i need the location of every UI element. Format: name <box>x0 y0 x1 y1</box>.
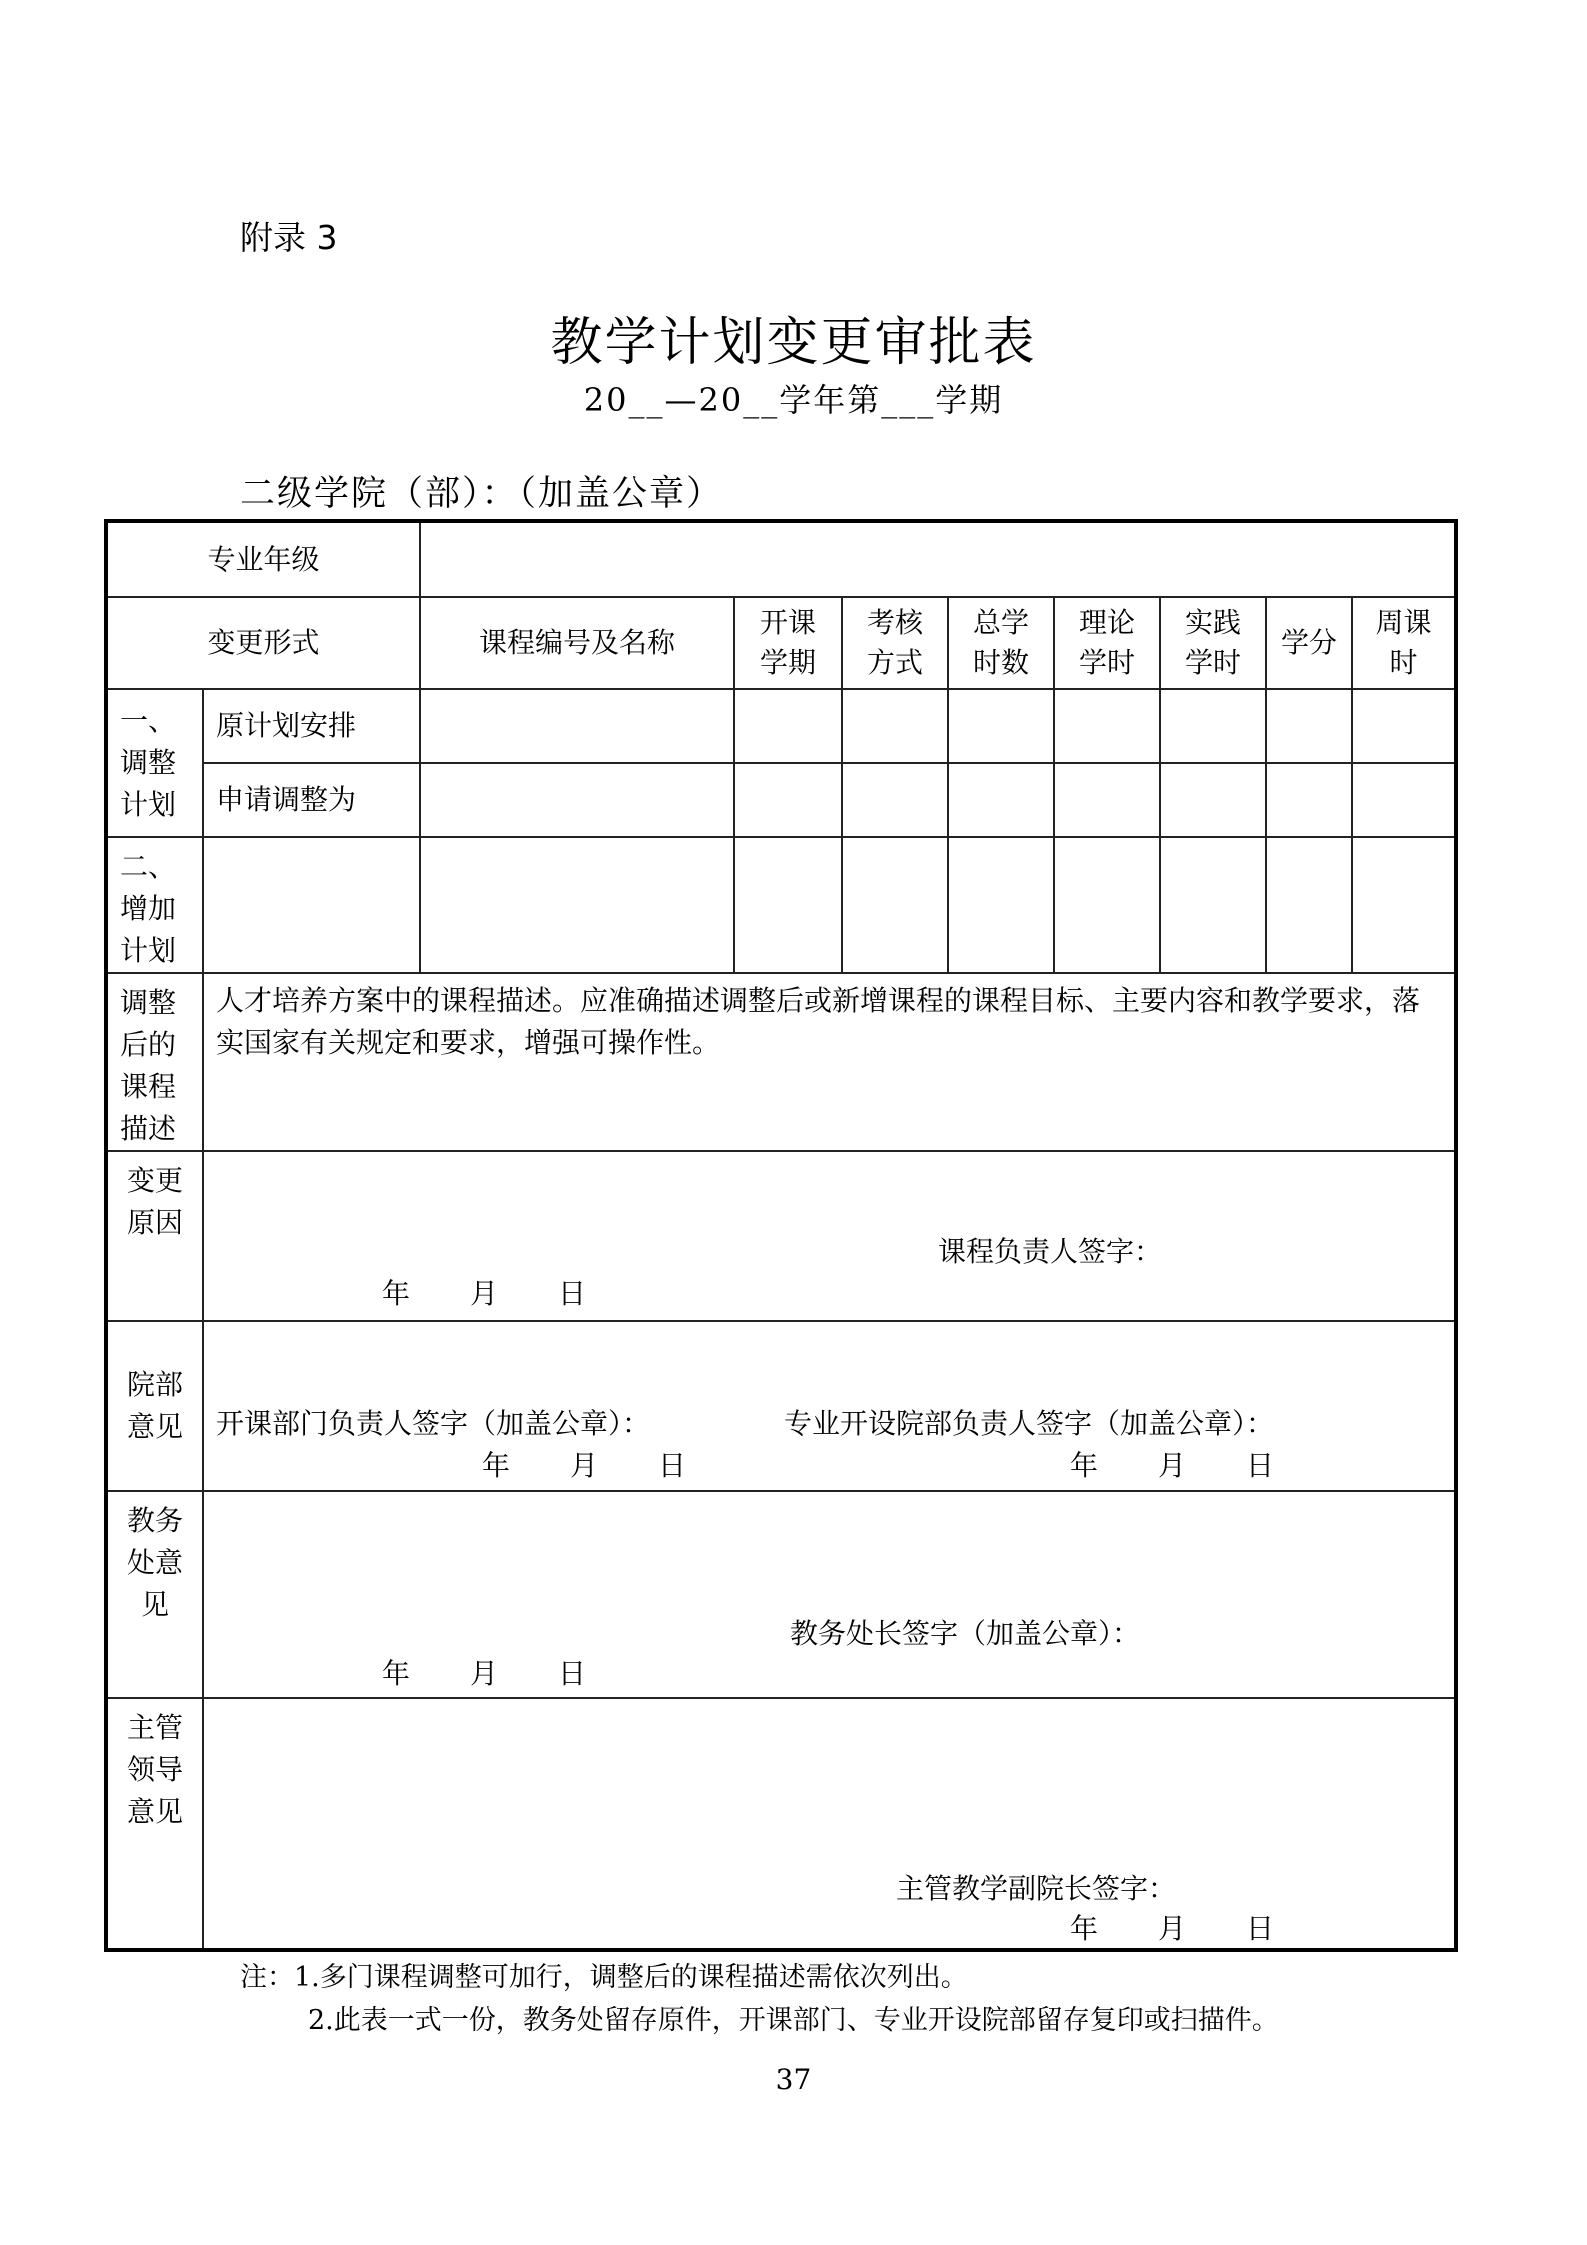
note-line-1: 注：1.多门课程调整可加行，调整后的课程描述需依次列出。 <box>240 1962 968 1993</box>
cell-input[interactable] <box>1160 763 1266 837</box>
date-month: 月 <box>470 1657 499 1690</box>
course-leader-signature-label: 课程负责人签字： <box>938 1235 1163 1268</box>
date-day: 日 <box>1246 1912 1275 1945</box>
leader-opinion-label: 主管 领导 意见 <box>106 1698 203 1950</box>
department-line: 二级学院（部）：（加盖公章） <box>240 474 724 514</box>
cell-input[interactable] <box>1054 837 1160 973</box>
date-year: 年 <box>382 1277 411 1310</box>
cell-input[interactable] <box>734 763 842 837</box>
cell-input[interactable] <box>842 763 948 837</box>
course-description-row <box>106 973 1456 1151</box>
appendix-label: 附录 3 <box>240 218 338 257</box>
academic-affairs-row <box>106 1491 1456 1698</box>
vice-president-signature-label: 主管教学副院长签字： <box>896 1872 1177 1905</box>
add-plan-label: 二、 增加 计划 <box>106 837 203 973</box>
course-description-field[interactable]: 人才培养方案中的课程描述。应准确描述调整后或新增课程的课程目标、主要内容和教学要求，落实国家有关规定和要求，增强可操作性。 <box>203 973 1456 1151</box>
col-header-course: 课程编号及名称 <box>420 597 734 689</box>
dept-leader-signature-label: 开课部门负责人签字（加盖公章）： <box>216 1407 651 1440</box>
header-row <box>106 597 1456 689</box>
change-reason-field[interactable] <box>203 1151 1456 1321</box>
cell-input[interactable] <box>1266 689 1352 763</box>
cell-input[interactable] <box>420 837 734 973</box>
cell-input[interactable] <box>1054 763 1160 837</box>
cell-input[interactable] <box>203 837 420 973</box>
requested-adjust-label: 申请调整为 <box>203 763 420 837</box>
col-header-practice-hours: 实践 学时 <box>1160 597 1266 689</box>
leader-opinion-row <box>106 1698 1456 1950</box>
col-header-assessment: 考核 方式 <box>842 597 948 689</box>
change-reason-label: 变更 原因 <box>106 1151 203 1321</box>
cell-input[interactable] <box>1352 837 1456 973</box>
change-reason-row <box>106 1151 1456 1321</box>
date-month: 月 <box>570 1449 599 1482</box>
date-month: 月 <box>1158 1912 1187 1945</box>
academic-year-semester: 20__—20__学年第___学期 <box>583 381 1004 419</box>
cell-input[interactable] <box>734 837 842 973</box>
date-day: 日 <box>658 1449 687 1482</box>
date-year: 年 <box>1070 1912 1099 1945</box>
adjust-original-row <box>106 689 1456 763</box>
col-header-weekly-hours: 周课 时 <box>1352 597 1456 689</box>
adjust-plan-label: 一、 调整 计划 <box>106 689 203 837</box>
cell-input[interactable] <box>842 689 948 763</box>
note-line-2: 2.此表一式一份，教务处留存原件，开课部门、专业开设院部留存复印或扫描件。 <box>308 2005 1279 2036</box>
cell-input[interactable] <box>948 763 1054 837</box>
cell-input[interactable] <box>1160 837 1266 973</box>
date-day: 日 <box>558 1657 587 1690</box>
date-day: 日 <box>558 1277 587 1310</box>
cell-input[interactable] <box>1054 689 1160 763</box>
college-opinion-label: 院部 意见 <box>106 1321 203 1491</box>
cell-input[interactable] <box>1266 763 1352 837</box>
date-month: 月 <box>1158 1449 1187 1482</box>
adjust-requested-row <box>106 763 1456 837</box>
cell-input[interactable] <box>948 689 1054 763</box>
college-opinion-row <box>106 1321 1456 1491</box>
add-plan-row <box>106 837 1456 973</box>
major-grade-row <box>106 521 1456 597</box>
col-header-total-hours: 总学 时数 <box>948 597 1054 689</box>
date-month: 月 <box>470 1277 499 1310</box>
date-year: 年 <box>1070 1449 1099 1482</box>
leader-opinion-field[interactable] <box>203 1698 1456 1950</box>
academic-director-signature-label: 教务处长签字（加盖公章）： <box>790 1617 1141 1650</box>
col-header-theory-hours: 理论 学时 <box>1054 597 1160 689</box>
page-title: 教学计划变更审批表 <box>550 313 1037 373</box>
cell-input[interactable] <box>420 689 734 763</box>
original-plan-label: 原计划安排 <box>203 689 420 763</box>
page-number: 37 <box>775 2063 812 2096</box>
cell-input[interactable] <box>420 763 734 837</box>
college-opinion-field[interactable] <box>203 1321 1456 1491</box>
date-day: 日 <box>1246 1449 1275 1482</box>
change-form-label: 变更形式 <box>106 597 420 689</box>
college-leader-signature-label: 专业开设院部负责人签字（加盖公章）： <box>784 1407 1275 1440</box>
cell-input[interactable] <box>1266 837 1352 973</box>
course-description-label: 调整 后的 课程 描述 <box>106 973 203 1151</box>
cell-input[interactable] <box>1160 689 1266 763</box>
major-grade-label: 专业年级 <box>106 521 420 597</box>
major-grade-input[interactable] <box>420 521 1456 597</box>
date-year: 年 <box>382 1657 411 1690</box>
col-header-credits: 学分 <box>1266 597 1352 689</box>
academic-affairs-label: 教务 处意 见 <box>106 1491 203 1698</box>
cell-input[interactable] <box>1352 689 1456 763</box>
cell-input[interactable] <box>948 837 1054 973</box>
date-year: 年 <box>482 1449 511 1482</box>
approval-form-table <box>104 519 1458 1952</box>
cell-input[interactable] <box>842 837 948 973</box>
cell-input[interactable] <box>1352 763 1456 837</box>
cell-input[interactable] <box>734 689 842 763</box>
academic-affairs-field[interactable] <box>203 1491 1456 1698</box>
col-header-semester: 开课 学期 <box>734 597 842 689</box>
